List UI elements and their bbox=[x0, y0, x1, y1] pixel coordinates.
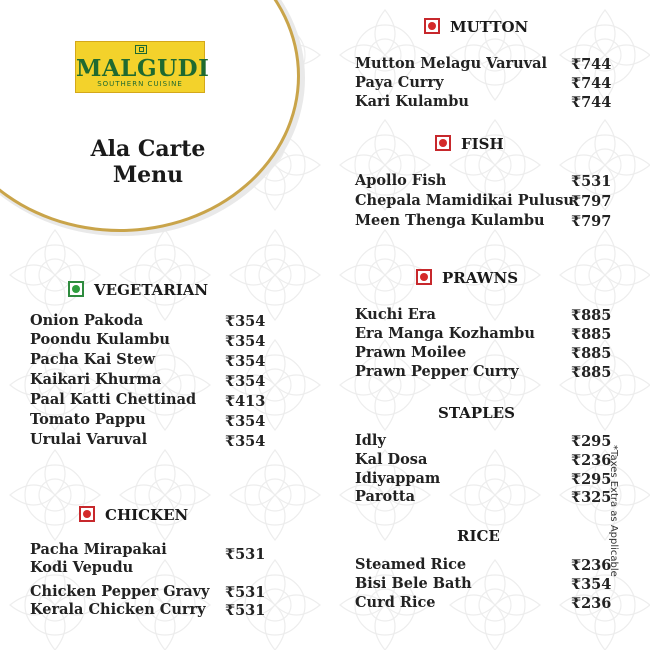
nonveg-indicator-icon bbox=[435, 135, 451, 151]
malgudi-logo bbox=[75, 41, 210, 93]
menu-item-price: ₹885 bbox=[571, 326, 612, 343]
menu-item-name: Pacha Kai Stew bbox=[30, 351, 156, 368]
menu-item-name: Idly bbox=[355, 432, 386, 449]
staples-heading: STAPLES bbox=[438, 404, 515, 422]
menu-item-price: ₹236 bbox=[571, 595, 612, 612]
menu-item-name: Chicken Pepper Gravy bbox=[30, 583, 210, 600]
menu-item-name: Curd Rice bbox=[355, 594, 436, 611]
prawns-label: PRAWNS bbox=[442, 269, 519, 287]
menu-item-price: ₹531 bbox=[225, 584, 266, 601]
menu-item-price: ₹413 bbox=[225, 393, 266, 410]
menu-item-price: ₹531 bbox=[225, 546, 266, 563]
menu-item-name: Urulai Varuval bbox=[30, 431, 148, 448]
menu-item-price: ₹885 bbox=[571, 364, 612, 381]
menu-item-name: Idiyappam bbox=[355, 470, 441, 487]
menu-item-price: ₹744 bbox=[571, 94, 612, 111]
menu-item-name: Kaikari Khurma bbox=[30, 371, 162, 388]
menu-item-price: ₹744 bbox=[571, 56, 612, 73]
menu-item-price: ₹236 bbox=[571, 557, 612, 574]
mutton-label: MUTTON bbox=[450, 18, 529, 36]
chicken-label: CHICKEN bbox=[105, 506, 189, 524]
menu-item-price: ₹354 bbox=[225, 353, 266, 370]
title-line-2: Menu bbox=[112, 162, 184, 188]
menu-item-price: ₹531 bbox=[571, 173, 612, 190]
menu-item-price: ₹236 bbox=[571, 452, 612, 469]
logo-tagline: SOUTHERN CUISINE bbox=[97, 80, 183, 88]
menu-item-name-cont: Kodi Vepudu bbox=[30, 559, 134, 576]
menu-item-price: ₹354 bbox=[225, 433, 266, 450]
veg-indicator-icon bbox=[68, 281, 84, 297]
menu-item-name: Chepala Mamidikai Pulusu bbox=[355, 192, 574, 209]
title-line-1: Ala Carte bbox=[90, 136, 206, 162]
menu-item-name: Apollo Fish bbox=[355, 172, 447, 189]
tax-note: *Taxes Extra as Applicable bbox=[608, 445, 619, 577]
menu-item-name: Kuchi Era bbox=[355, 306, 436, 323]
menu-item-name: Parotta bbox=[355, 488, 416, 505]
menu-item-price: ₹295 bbox=[571, 433, 612, 450]
page-title bbox=[58, 136, 238, 188]
menu-item-name: Paya Curry bbox=[355, 74, 444, 91]
rice-heading: RICE bbox=[457, 527, 500, 545]
menu-item-name: Meen Thenga Kulambu bbox=[355, 212, 545, 229]
menu-item-price: ₹797 bbox=[571, 213, 612, 230]
menu-item-name: Prawn Pepper Curry bbox=[355, 363, 519, 380]
menu-item-price: ₹325 bbox=[571, 489, 612, 506]
nonveg-indicator-icon bbox=[416, 269, 432, 285]
menu-item-name: Onion Pakoda bbox=[30, 312, 144, 329]
menu-item-name: Steamed Rice bbox=[355, 556, 467, 573]
menu-item-name: Paal Katti Chettinad bbox=[30, 391, 197, 408]
menu-item-name: Era Manga Kozhambu bbox=[355, 325, 535, 342]
menu-item-price: ₹354 bbox=[225, 373, 266, 390]
menu-item-name: Kal Dosa bbox=[355, 451, 428, 468]
menu-item-price: ₹885 bbox=[571, 307, 612, 324]
menu-item-name: Prawn Moilee bbox=[355, 344, 467, 361]
menu-item-price: ₹885 bbox=[571, 345, 612, 362]
menu-item-price: ₹354 bbox=[225, 413, 266, 430]
menu-item-price: ₹295 bbox=[571, 471, 612, 488]
menu-item-name: Tomato Pappu bbox=[30, 411, 146, 428]
menu-item-name: Pacha Mirapakai bbox=[30, 541, 167, 558]
menu-item-name: Poondu Kulambu bbox=[30, 331, 170, 348]
menu-item-price: ₹354 bbox=[225, 313, 266, 330]
logo-emblem-icon bbox=[135, 45, 147, 54]
menu-item-price: ₹744 bbox=[571, 75, 612, 92]
menu-item-price: ₹354 bbox=[571, 576, 612, 593]
logo-name: MALGUDI bbox=[76, 55, 210, 82]
menu-item-price: ₹797 bbox=[571, 193, 612, 210]
menu-item-name: Mutton Melagu Varuval bbox=[355, 55, 547, 72]
menu-item-name: Kari Kulambu bbox=[355, 93, 469, 110]
fish-label: FISH bbox=[461, 135, 504, 153]
nonveg-indicator-icon bbox=[424, 18, 440, 34]
menu-item-price: ₹354 bbox=[225, 333, 266, 350]
nonveg-indicator-icon bbox=[79, 506, 95, 522]
menu-item-name: Bisi Bele Bath bbox=[355, 575, 472, 592]
menu-item-price: ₹531 bbox=[225, 602, 266, 619]
menu-item-name: Kerala Chicken Curry bbox=[30, 601, 206, 618]
vegetarian-label: VEGETARIAN bbox=[94, 281, 209, 299]
